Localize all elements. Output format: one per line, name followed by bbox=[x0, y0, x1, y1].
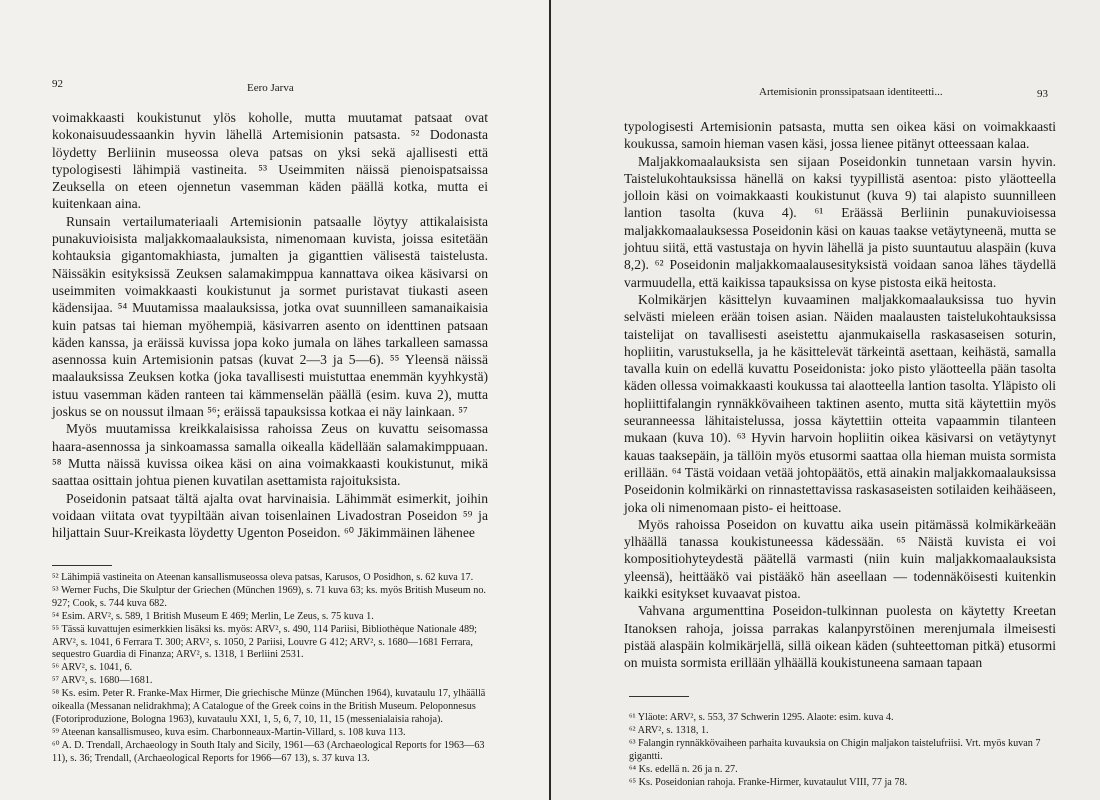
paragraph: Vahvana argumenttina Poseidon-tulkinnan puolesta on käytetty Kreetan Itanoksen rahoja, joissa parrakas kalanpyrstöinen merenjumala ilmeisesti pistää alaspäin kolmikärjellä, sillä oikean käden (suhteettoman pitkä) etusormi on muista sormista erillään ylhäällä koukistuneena samaan tapaan bbox=[624, 603, 1056, 671]
paragraph: Maljakkomaalauksista sen sijaan Poseidonkin tunnetaan varsin hyvin. Taistelukohtauksissa hänellä on kaksi tyypillistä asentoa: pisto yläotteella jolloin käsi on voimakkaasti koukistunut (kuva 9) tai alapisto suunnilleen lantion tasolta (kuva 4). ⁶¹ Eräässä Berliinin punakuvioisessa maljakkomaalauksessa Poseidonin käsi on kauas taakse vetäytyneenä, mutta se johtuu siitä, että vastustaja on hyvin lähellä ja pisto suuntautuu alaspäin (kuva 8,2). ⁶² Poseidonin maljakkomaalausesityksistä voidaan sanoa lähes täydellä varmuudella, että kaikissa tapauksissa on kyse pistosta eikä heitosta. bbox=[624, 153, 1056, 290]
footnote: ⁵² Lähimpiä vastineita on Ateenan kansallismuseossa oleva patsas, Karusos, O Posidhon, s. 62 kuva 17. bbox=[52, 572, 474, 583]
footnote: ⁵⁶ ARV², s. 1041, 6. bbox=[52, 662, 133, 674]
footnote: ⁵⁹ Ateenan kansallismuseo, kuva esim. Charbonneaux-Martin-Villard, s. 108 kuva 113. bbox=[52, 726, 406, 738]
paragraph: Myös muutamissa kreikkalaisissa rahoissa Zeus on kuvattu seisomassa haara-asennossa ja sinkoamassa samalla oikealla kädellään salamakimppuaan. ⁵⁸ Mutta näissä kuvissa oikea käsi on aina voimakkaasti koukistunut, mikä saattaa osittain johtua pienen kuvatilan asettamista rajoituksista. bbox=[52, 421, 488, 489]
footnotes bbox=[52, 572, 492, 766]
footnote-rule bbox=[52, 565, 112, 566]
footnote-rule bbox=[629, 696, 689, 697]
paragraph: Runsain vertailumateriaali Artemisionin patsaalle löytyy attikalaisista punakuvioisista maljakkomaalauksista, nimenomaan kuvista, joissa esitetään kohtauksia gigantomakhiasta, jumalten ja giganttien välisestä taistelusta. Näissäkin esityksissä Zeuksen salamakimppua kannattava oikea käsivarsi on useimmiten voimakkaasti koukistunut ja sormet puristavat tiukasti aseen kädensijaa. ⁵⁴ Muutamissa maalauksissa, jotka ovat suunnilleen samanaikaisia kuin patsas tai hieman myöhempiä, käsivarren asento on identtinen patsaan käden kanssa, ja eräissä kuvissa jopa koko jumala on lähes tarkalleen samassa asennossa kuin Artemisionin patsas (kuvat 2—3 ja 5—6). ⁵⁵ Yleensä näissä maalauksissa Zeuksen kotka (joka tavallisesti muistuttaa enemmän kyyhkystä) istuu vasemman käden ranteen tai kämmenselän päällä (esim. kuva 2), mutta joskus se on noussut ilmaan ⁵⁶; eräissä tapauksissa kotkaa ei näy lainkaan. ⁵⁷ bbox=[52, 213, 488, 420]
page-number: 92 bbox=[52, 78, 63, 90]
running-head: Eero Jarva bbox=[247, 82, 294, 94]
body-text bbox=[624, 118, 1056, 672]
footnote: ⁵⁴ Esim. ARV², s. 589, 1 British Museum E 469; Merlin, Le Zeus, s. 75 kuva 1. bbox=[52, 610, 374, 622]
body-text bbox=[52, 109, 488, 541]
footnote: ⁶² ARV², s. 1318, 1. bbox=[629, 724, 709, 736]
footnote: ⁶⁰ A. D. Trendall, Archaeology in South Italy and Sicily, 1961—63 (Archaeological Reports for 1963—63 11), s. 36; Trendall, (Archaeological Reports for 1966—67 13), s. 37 kuva 13. bbox=[52, 739, 485, 764]
page-number: 93 bbox=[1037, 88, 1048, 100]
footnote: ⁵⁵ Tässä kuvattujen esimerkkien lisäksi ks. myös: ARV², s. 490, 114 Pariisi, Bibliothèque Nationale 489; ARV², s. 1041, 6 Ferrara T. 300; ARV², s. 1050, 2 Pariisi, Louvre G 412; ARV², s. 1680—1681 Ferrara, sequestro Guardia di Finanza; ARV², s. 1318, 1 Berliini 2531. bbox=[52, 623, 478, 661]
footnote: ⁶¹ Yläote: ARV², s. 553, 37 Schwerin 1295. Alaote: esim. kuva 4. bbox=[629, 712, 894, 723]
paragraph: Myös rahoissa Poseidon on kuvattu aika usein pitämässä kolmikärkeään ylhäällä tanassa koukistuneessa kädessään. ⁶⁵ Näistä kuvista ei voi kompositiohyteydestä päätellä varmasti (niin kuin maljakkomaalauksista yleensä), heittääkö vai pistääkö hän aseellaan — todennäköisesti kuitenkin kaikki esitykset kuvaavat pistoa. bbox=[624, 516, 1056, 602]
footnote: ⁶⁴ Ks. edellä n. 26 ja n. 27. bbox=[629, 763, 738, 775]
running-head: Artemisionin pronssipatsaan identiteetti... bbox=[759, 86, 943, 98]
paragraph: voimakkaasti koukistunut ylös koholle, mutta muutamat patsaat ovat kokonaisuudessaankin hyvin lähellä Artemisionin patsasta. ⁵² Dodonasta löydetty Berliinin museossa oleva patsas on yksi sekä ajallisesti että typologisesti lähimpiä vastineita. ⁵³ Useimmiten näissä pienoispatsaissa Zeuksella on eteen ojennetun vasemman käden päällä kotka, mutta ei kuitenkaan aina. bbox=[52, 110, 488, 212]
footnote: ⁶⁵ Ks. Poseidonian rahoja. Franke-Hirmer, kuvataulut VIII, 77 ja 78. bbox=[629, 776, 908, 788]
footnote: ⁵⁷ ARV², s. 1680—1681. bbox=[52, 675, 153, 687]
footnote: ⁵³ Werner Fuchs, Die Skulptur der Griechen (München 1969), s. 71 kuva 63; ks. myös British Museum no. 927; Cook, s. 744 kuva 682. bbox=[52, 584, 486, 609]
paragraph: typologisesti Artemisionin patsasta, mutta sen oikea käsi on voimakkaasti koukussa, samoin hieman vasen käsi, jossa lienee pitänyt otteessaan kalaa. bbox=[624, 119, 1056, 152]
paragraph: Kolmikärjen käsittelyn kuvaaminen maljakkomaalauksissa tuo hyvin selvästi mieleen erään toisen asian. Näiden maalausten taistelukohtauksissa taistelijat on tavallisesti aseistettu ajanmukaisella raskasaseisen soturin, hopliitin, varustuksella, ja he käsittelevät tärkeintä asettaan, keihästä, samalla tavalla kuin on edellä kuvattu Poseidonista: joko pisto yläotteella pään tasolta käden ollessa voimakkaasti koukussa tai alaotteella lantion tasolta. Yläpisto oli hopliittifalangin rynnäkkövaiheen taktinen asento, mutta sitä käytettiin myös seuranneessa lähitaistelussa, jossa käytettiin otteita vapaammin tilanteen mukaan (kuva 10). ⁶³ Hyvin harvoin hopliitin oikea käsivarsi on vetäytynyt kauas taaksepäin, ja tällöin myös etusormi saattaa olla hieman muista sormista erillään. ⁶⁴ Tästä voidaan vetää johtopäätös, että ainakin maljakkomaalauksissa Poseidonin kolmikärki on rinnastettavissa raskasaseisten sotilaiden keihääseen, joka oli nimenomaan pisto- ei heittoase. bbox=[624, 291, 1056, 515]
left-page bbox=[0, 0, 549, 800]
footnote: ⁵⁸ Ks. esim. Peter R. Franke-Max Hirmer, Die griechische Münze (München 1964), kuvataulu 17, ylhäällä oikealla (Messanan nelidrakhma); A Catalogue of the Greek coins in the British Museum. Peloponnesus (Fotoriproduzione, Bologna 1963), kuvataulu XXI, 1, 5, 6, 7, 10, 11, 15 (messenialaisia rahoja). bbox=[52, 688, 486, 725]
footnotes bbox=[629, 712, 1061, 789]
footnote: ⁶³ Falangin rynnäkkövaiheen parhaita kuvauksia on Chigin maljakon taistelufriisi. Vrt. myös kuvan 7 gigantti. bbox=[629, 737, 1041, 762]
paragraph: Poseidonin patsaat tältä ajalta ovat harvinaisia. Lähimmät esimerkit, joihin voidaan viitata ovat tyypiltään aivan toisenlainen Livadostran Poseidon ⁵⁹ ja hiljattain Suur-Kreikasta löydetty Ugenton Poseidon. ⁶⁰ Jäkimmäinen lähenee bbox=[52, 490, 488, 541]
right-page bbox=[551, 0, 1100, 800]
